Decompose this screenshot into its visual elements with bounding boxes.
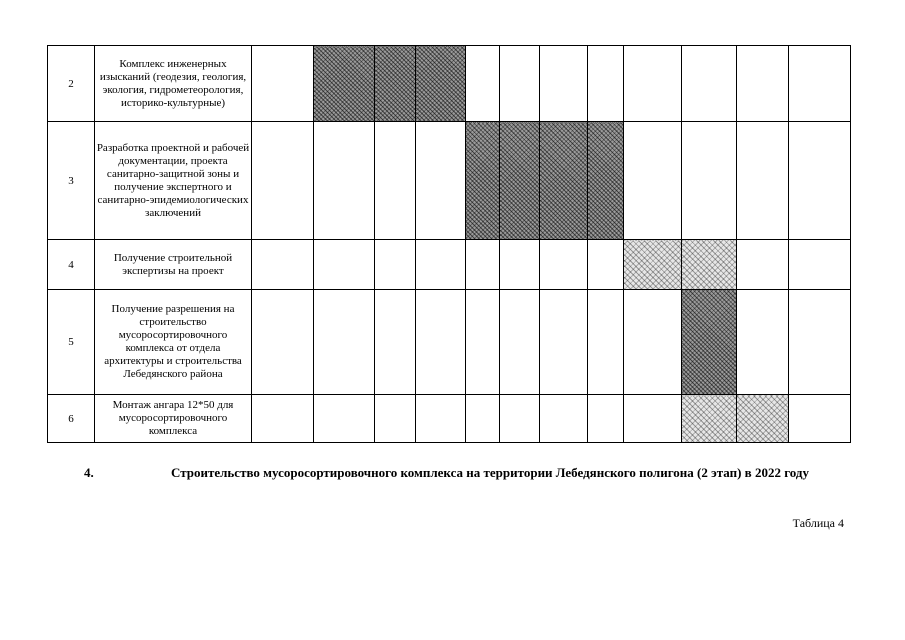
schedule-cell [789, 290, 851, 395]
schedule-cell [540, 290, 588, 395]
task-name: Монтаж ангара 12*50 для мусоросортировочного комплекса [95, 395, 252, 443]
schedule-cell [314, 240, 375, 290]
gantt-schedule-table [47, 45, 851, 443]
row-number: 6 [48, 395, 95, 443]
schedule-cell [416, 290, 466, 395]
schedule-cell [682, 46, 737, 122]
schedule-cell-filled [624, 240, 682, 290]
schedule-cell-filled [375, 46, 416, 122]
table-row [48, 290, 851, 395]
schedule-cell [789, 240, 851, 290]
task-name: Комплекс инженерных изысканий (геодезия, геология, экология, гидрометеорология, историко-культурные) [95, 46, 252, 122]
schedule-cell [540, 240, 588, 290]
task-name: Получение разрешения на строительство мусоросортировочного комплекса от отдела архитектуры и строительства Лебедянского района [95, 290, 252, 395]
schedule-cell [737, 290, 789, 395]
schedule-cell [252, 46, 314, 122]
table-row [48, 395, 851, 443]
section-number: 4. [84, 465, 94, 480]
schedule-cell [500, 290, 540, 395]
row-number: 3 [48, 122, 95, 240]
row-number: 2 [48, 46, 95, 122]
schedule-cell [314, 290, 375, 395]
section-title: Строительство мусоросортировочного комплекса на территории Лебедянского полигона (2 этап) в 2022 году [171, 465, 809, 480]
schedule-cell-filled [682, 240, 737, 290]
schedule-cell [588, 290, 624, 395]
schedule-cell [416, 395, 466, 443]
schedule-cell [737, 240, 789, 290]
schedule-cell [416, 240, 466, 290]
schedule-cell [500, 240, 540, 290]
schedule-cell [588, 395, 624, 443]
schedule-cell-filled [466, 122, 500, 240]
schedule-cell [682, 122, 737, 240]
schedule-cell [375, 122, 416, 240]
schedule-cell [466, 395, 500, 443]
task-name: Получение строительной экспертизы на проект [95, 240, 252, 290]
table-row [48, 240, 851, 290]
row-number: 5 [48, 290, 95, 395]
schedule-cell [588, 240, 624, 290]
schedule-cell [789, 46, 851, 122]
row-number: 4 [48, 240, 95, 290]
schedule-cell-filled [500, 122, 540, 240]
table-caption: Таблица 4 [792, 516, 844, 530]
schedule-cell [737, 46, 789, 122]
schedule-cell [466, 290, 500, 395]
schedule-cell [540, 46, 588, 122]
schedule-cell [252, 290, 314, 395]
schedule-cell [314, 122, 375, 240]
schedule-cell [624, 46, 682, 122]
schedule-cell [540, 395, 588, 443]
schedule-cell [500, 395, 540, 443]
schedule-cell-filled [682, 395, 737, 443]
schedule-cell [416, 122, 466, 240]
schedule-cell-filled [416, 46, 466, 122]
schedule-cell [314, 395, 375, 443]
schedule-cell [789, 395, 851, 443]
schedule-cell [375, 290, 416, 395]
schedule-cell [624, 290, 682, 395]
schedule-cell-filled [682, 290, 737, 395]
schedule-cell [252, 122, 314, 240]
schedule-cell [624, 122, 682, 240]
schedule-cell-filled [737, 395, 789, 443]
schedule-cell-filled [540, 122, 588, 240]
table-row [48, 122, 851, 240]
table-row [48, 46, 851, 122]
task-name: Разработка проектной и рабочей документации, проекта санитарно-защитной зоны и получение экспертного и санитарно-эпидемиологических заключений [95, 122, 252, 240]
schedule-cell [375, 240, 416, 290]
schedule-cell [252, 395, 314, 443]
schedule-cell-filled [588, 122, 624, 240]
schedule-cell-filled [314, 46, 375, 122]
schedule-cell [466, 240, 500, 290]
schedule-cell [789, 122, 851, 240]
schedule-cell [500, 46, 540, 122]
schedule-cell [466, 46, 500, 122]
schedule-cell [588, 46, 624, 122]
schedule-cell [737, 122, 789, 240]
schedule-cell [375, 395, 416, 443]
schedule-cell [252, 240, 314, 290]
schedule-cell [624, 395, 682, 443]
